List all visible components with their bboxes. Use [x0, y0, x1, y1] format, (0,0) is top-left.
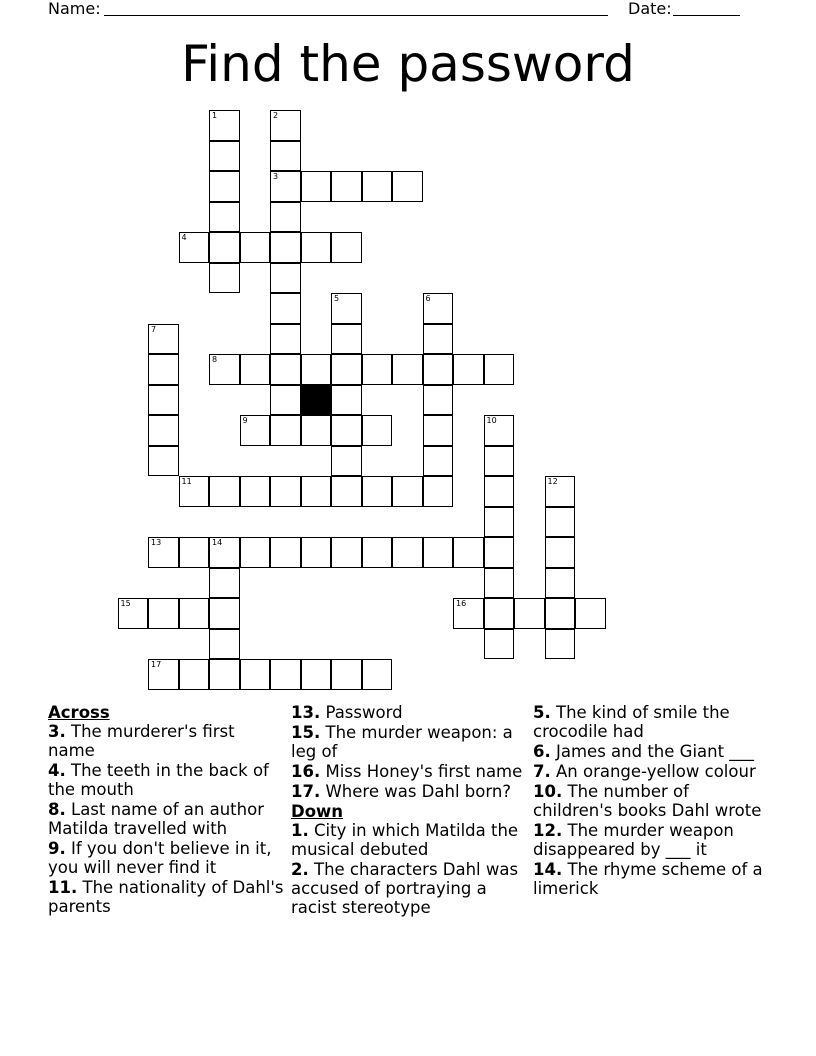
grid-cell[interactable] [362, 171, 393, 202]
grid-cell[interactable] [484, 415, 515, 446]
grid-cell[interactable] [423, 476, 454, 507]
clue-item-text: If you don't believe in it, you will never find it [48, 839, 272, 877]
grid-cell[interactable] [148, 354, 179, 385]
clue-item [291, 782, 527, 801]
grid-cell[interactable] [331, 324, 362, 355]
grid-cell[interactable] [270, 232, 301, 263]
clue-item [533, 762, 773, 781]
grid-cell[interactable] [453, 598, 484, 629]
clue-number: 6 [425, 294, 431, 303]
clue-item-text: Where was Dahl born? [325, 782, 512, 801]
grid-cell[interactable] [209, 232, 240, 263]
grid-cell[interactable] [423, 446, 454, 477]
clue-item-text: The rhyme scheme of a limerick [533, 860, 763, 898]
grid-cell[interactable] [545, 568, 576, 599]
grid-cell[interactable] [575, 598, 606, 629]
grid-cell[interactable] [301, 659, 332, 690]
grid-cell[interactable] [179, 598, 210, 629]
clue-item [48, 722, 284, 760]
clue-item [48, 761, 284, 799]
clue-number: 16 [456, 599, 467, 608]
grid-cell[interactable] [484, 507, 515, 538]
grid-cell[interactable] [209, 263, 240, 294]
clue-item-number: 7. [533, 762, 551, 781]
grid-cell[interactable] [362, 659, 393, 690]
clue-item-number: 14. [533, 860, 563, 879]
grid-cell[interactable] [209, 629, 240, 660]
grid-cell[interactable] [179, 476, 210, 507]
clue-item-number: 16. [291, 762, 321, 781]
header-line [48, 0, 748, 20]
grid-cell[interactable] [209, 598, 240, 629]
clue-item-text: The kind of smile the crocodile had [533, 703, 730, 741]
grid-cell[interactable] [484, 446, 515, 477]
clue-item-number: 2. [291, 860, 309, 879]
grid-cell[interactable] [270, 263, 301, 294]
clue-number: 13 [151, 538, 162, 547]
grid-cell[interactable] [209, 171, 240, 202]
grid-cell[interactable] [423, 293, 454, 324]
grid-cell[interactable] [331, 293, 362, 324]
grid-cell[interactable] [270, 476, 301, 507]
clue-item-text: An orange-yellow colour [556, 762, 756, 781]
grid-cell[interactable] [545, 629, 576, 660]
grid-cell[interactable] [209, 141, 240, 172]
grid-cell[interactable] [362, 354, 393, 385]
grid-cell[interactable] [331, 446, 362, 477]
grid-cell[interactable] [331, 476, 362, 507]
clue-item [291, 860, 527, 917]
clue-item-number: 5. [533, 703, 551, 722]
grid-cell[interactable] [484, 598, 515, 629]
grid-cell[interactable] [209, 354, 240, 385]
clue-item-number: 4. [48, 761, 66, 780]
date-blank [673, 0, 740, 16]
grid-cell[interactable] [301, 354, 332, 385]
clue-item-number: 11. [48, 878, 78, 897]
grid-cell[interactable] [331, 171, 362, 202]
grid-cell[interactable] [331, 415, 362, 446]
grid-cell[interactable] [270, 659, 301, 690]
grid-cell[interactable] [148, 324, 179, 355]
clue-item-number: 6. [533, 742, 551, 761]
clue-item-text: Last name of an author Matilda travelled with [48, 800, 264, 838]
grid-cell[interactable] [270, 141, 301, 172]
grid-cell[interactable] [301, 232, 332, 263]
clues-column-3 [533, 703, 773, 899]
clue-item-number: 17. [291, 782, 321, 801]
clue-item-text: City in which Matilda the musical debuted [291, 821, 519, 859]
grid-cell[interactable] [209, 202, 240, 233]
clue-item [291, 762, 527, 781]
grid-cell[interactable] [270, 324, 301, 355]
clue-item-number: 1. [291, 821, 309, 840]
clue-number: 4 [181, 233, 187, 242]
grid-cell[interactable] [484, 629, 515, 660]
grid-cell[interactable] [270, 293, 301, 324]
grid-cell[interactable] [148, 537, 179, 568]
clue-number: 5 [334, 294, 340, 303]
name-blank [104, 0, 608, 16]
page-title: Find the password [181, 35, 635, 93]
grid-cell-black [301, 385, 332, 416]
clues-column-2 [291, 703, 527, 918]
clue-heading-across: Across [48, 703, 110, 722]
grid-cell[interactable] [148, 446, 179, 477]
clue-item [533, 782, 773, 820]
clue-item-text: The characters Dahl was accused of portraying a racist stereotype [291, 860, 519, 917]
clue-item-text: The nationality of Dahl's parents [48, 878, 284, 916]
grid-cell[interactable] [270, 385, 301, 416]
clue-number: 15 [120, 599, 131, 608]
grid-cell[interactable] [453, 354, 484, 385]
grid-cell[interactable] [270, 171, 301, 202]
grid-cell[interactable] [484, 568, 515, 599]
grid-cell[interactable] [545, 476, 576, 507]
clue-number: 11 [181, 477, 192, 486]
clue-item [48, 839, 284, 877]
clue-item-text: The murder weapon disappeared by ___ it [533, 821, 734, 859]
clue-item-text: Miss Honey's first name [325, 762, 523, 781]
grid-cell[interactable] [392, 476, 423, 507]
grid-cell[interactable] [423, 324, 454, 355]
clue-number: 17 [151, 660, 162, 669]
grid-cell[interactable] [209, 568, 240, 599]
grid-cell[interactable] [301, 476, 332, 507]
clue-number: 14 [212, 538, 223, 547]
clue-item-number: 3. [48, 722, 66, 741]
grid-cell[interactable] [331, 232, 362, 263]
grid-cell[interactable] [240, 232, 271, 263]
grid-cell[interactable] [362, 415, 393, 446]
grid-cell[interactable] [240, 354, 271, 385]
grid-cell[interactable] [209, 110, 240, 141]
grid-cell[interactable] [270, 537, 301, 568]
grid-cell[interactable] [453, 537, 484, 568]
grid-cell[interactable] [148, 598, 179, 629]
clue-item-text: The number of children's books Dahl wrote [533, 782, 762, 820]
clue-number: 2 [273, 111, 279, 120]
clue-item-text: The teeth in the back of the mouth [48, 761, 269, 799]
grid-cell[interactable] [240, 415, 271, 446]
clue-item-text: Password [325, 703, 403, 722]
clue-item [291, 723, 527, 761]
grid-cell[interactable] [270, 415, 301, 446]
grid-cell[interactable] [301, 415, 332, 446]
grid-cell[interactable] [331, 385, 362, 416]
clue-number: 12 [547, 477, 558, 486]
grid-cell[interactable] [545, 598, 576, 629]
clue-item-number: 10. [533, 782, 563, 801]
grid-cell[interactable] [179, 659, 210, 690]
clue-number: 3 [273, 172, 279, 181]
grid-cell[interactable] [270, 110, 301, 141]
clue-number: 1 [212, 111, 218, 120]
grid-cell[interactable] [179, 232, 210, 263]
grid-cell[interactable] [423, 415, 454, 446]
grid-cell[interactable] [301, 537, 332, 568]
clue-item-text: The murderer's first name [48, 722, 235, 760]
grid-cell[interactable] [301, 171, 332, 202]
grid-cell[interactable] [545, 537, 576, 568]
clue-item [48, 878, 284, 916]
clue-number: 7 [151, 324, 157, 334]
clue-number: 9 [242, 416, 248, 425]
grid-cell[interactable] [148, 659, 179, 690]
clue-item-number: 12. [533, 821, 563, 840]
grid-cell[interactable] [148, 415, 179, 446]
grid-cell[interactable] [392, 171, 423, 202]
clue-item-text: The murder weapon: a leg of [291, 723, 513, 761]
grid-cell[interactable] [209, 537, 240, 568]
grid-cell[interactable] [148, 385, 179, 416]
clue-item [533, 703, 773, 741]
grid-cell[interactable] [484, 354, 515, 385]
grid-cell[interactable] [331, 537, 362, 568]
clue-item [291, 821, 527, 859]
clues-column-1 [48, 703, 284, 917]
grid-cell[interactable] [209, 659, 240, 690]
clue-item-number: 9. [48, 839, 66, 858]
grid-cell[interactable] [484, 476, 515, 507]
grid-cell[interactable] [423, 537, 454, 568]
clue-item-number: 13. [291, 703, 321, 722]
clue-item-text: James and the Giant ___ [556, 742, 755, 761]
grid-cell[interactable] [423, 385, 454, 416]
grid-cell[interactable] [331, 354, 362, 385]
grid-cell[interactable] [392, 537, 423, 568]
grid-cell[interactable] [270, 202, 301, 233]
clue-item-number: 15. [291, 723, 321, 742]
clue-item [533, 821, 773, 859]
grid-cell[interactable] [118, 598, 149, 629]
clue-item [533, 860, 773, 898]
clue-item-number: 8. [48, 800, 66, 819]
clue-item [291, 703, 527, 722]
grid-cell[interactable] [484, 537, 515, 568]
grid-cell[interactable] [514, 598, 545, 629]
grid-cell[interactable] [179, 537, 210, 568]
clue-number: 10 [486, 416, 497, 425]
date-label: Date: [628, 0, 672, 18]
grid-cell[interactable] [240, 537, 271, 568]
grid-cell[interactable] [423, 354, 454, 385]
grid-cell[interactable] [362, 476, 393, 507]
clue-item [533, 742, 773, 761]
clue-number: 8 [212, 355, 218, 364]
grid-cell[interactable] [240, 476, 271, 507]
grid-cell[interactable] [209, 476, 240, 507]
grid-cell[interactable] [392, 354, 423, 385]
grid-cell[interactable] [270, 354, 301, 385]
grid-cell[interactable] [362, 537, 393, 568]
grid-cell[interactable] [331, 659, 362, 690]
grid-cell[interactable] [240, 659, 271, 690]
clue-heading-down: Down [291, 802, 344, 821]
clue-item [48, 800, 284, 838]
grid-cell[interactable] [545, 507, 576, 538]
name-label: Name: [48, 0, 101, 18]
